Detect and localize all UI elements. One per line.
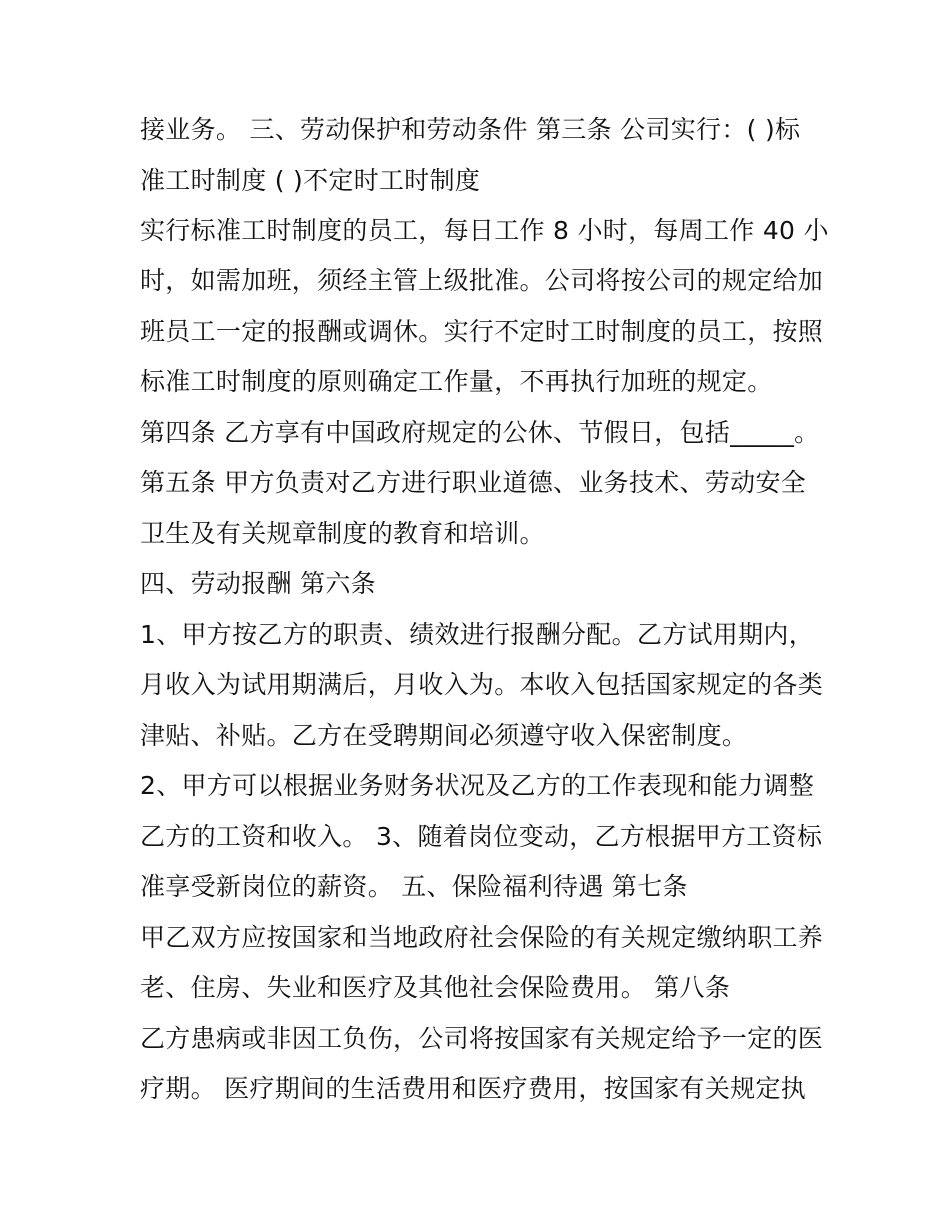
text-line: 时，如需加班，须经主管上级批准。公司将按公司的规定给加 [140,266,824,295]
text-line: 1、甲方按乙方的职责、绩效进行报酬分配。乙方试用期内， [140,620,815,649]
text-line: 实行标准工时制度的员工，每日工作 8 小时，每周工作 40 小 [140,216,829,245]
text-line: 2、甲方可以根据业务财务状况及乙方的工作表现和能力调整 [140,771,815,800]
text-line: 乙方的工资和收入。 3、随着岗位变动，乙方根据甲方工资标 [140,822,823,851]
text-line: 疗期。 医疗期间的生活费用和医疗费用，按国家有关规定执 [140,1074,807,1103]
text-line: 接业务。 三、劳动保护和劳动条件 第三条 公司实行：( )标 [140,115,801,144]
text-line: 准工时制度 ( )不定时工时制度 [140,166,481,195]
text-line: 乙方患病或非因工负伤，公司将按国家有关规定给予一定的医 [140,1024,824,1053]
text-line: 第四条 乙方享有中国政府规定的公休、节假日，包括_____。 [140,418,820,447]
text-line: 准享受新岗位的薪资。 五、保险福利待遇 第七条 [140,872,688,901]
text-line: 卫生及有关规章制度的教育和培训。 [140,519,545,548]
text-line: 班员工一定的报酬或调休。实行不定时工时制度的员工，按照 [140,317,824,346]
text-line: 甲乙双方应按国家和当地政府社会保险的有关规定缴纳职工养 [140,923,824,952]
text-line: 老、住房、失业和医疗及其他社会保险费用。 第八条 [140,973,731,1002]
section-heading: 四、劳动报酬 第六条 [140,569,376,598]
text-line: 标准工时制度的原则确定工作量，不再执行加班的规定。 [140,367,773,396]
text-line: 月收入为试用期满后，月收入为。本收入包括国家规定的各类 [140,670,824,699]
text-line: 津贴、补贴。乙方在受聘期间必须遵守收入保密制度。 [140,721,748,750]
text-line: 第五条 甲方负责对乙方进行职业道德、业务技术、劳动安全 [140,468,807,497]
